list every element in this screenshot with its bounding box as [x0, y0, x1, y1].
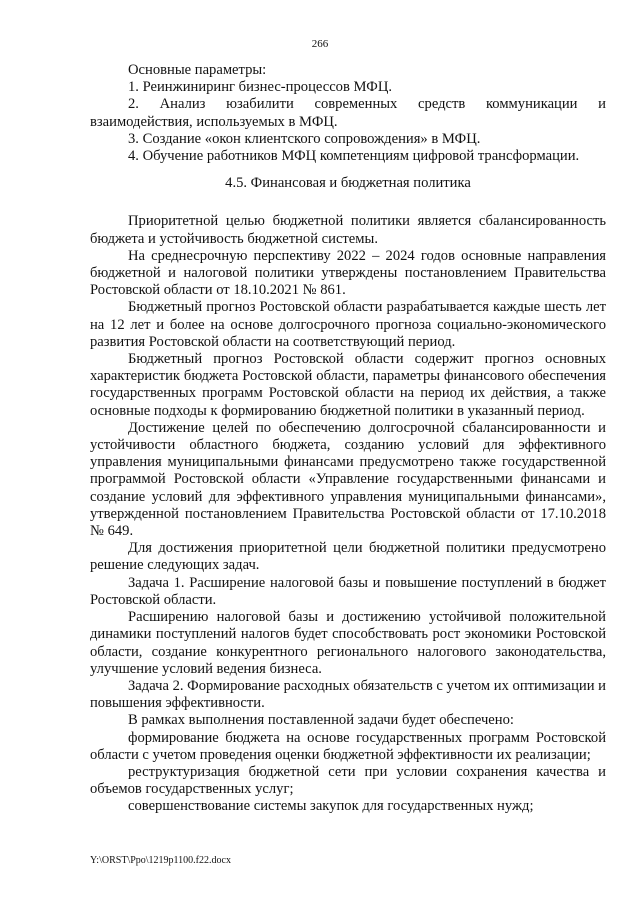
paragraph: Задача 2. Формирование расходных обязательств с учетом их оптимизации и повышения эффективности. — [90, 677, 606, 712]
paragraph: совершенствование системы закупок для государственных нужд; — [128, 798, 534, 815]
page-number: 266 — [311, 38, 329, 50]
footer-file-path: Y:\ORST\Ppo\1219p1100.f22.docx — [90, 855, 231, 866]
paragraph: реструктуризация бюджетной сети при условии сохранения качества и объемов государственных услуг; — [90, 763, 606, 798]
paragraph: Бюджетный прогноз Ростовской области разрабатывается каждые шесть лет на 12 лет и более на основе долгосрочного прогноза социально-экономического развития Ростовской области на соответствующий период. — [90, 299, 606, 350]
paragraph: Для достижения приоритетной цели бюджетной политики предусмотрено решение следующих задач. — [90, 540, 606, 574]
paragraph: формирование бюджета на основе государственных программ Ростовской области с учетом проведения оценки бюджетной эффективности их реализации; — [90, 729, 606, 763]
intro-item: 1. Реинжиниринг бизнес-процессов МФЦ. — [128, 79, 393, 96]
paragraph: Расширению налоговой базы и достижению устойчивой положительной динамики поступлений налогов будет способствовать рост экономики Ростовской области, создание конкурентного регионального налогового законодательства, улучшение условий ведения бизнеса. — [90, 609, 606, 677]
intro-label: Основные параметры: — [128, 62, 267, 78]
paragraph: На среднесрочную перспективу 2022 – 2024 годов основные направления бюджетной и налоговой политики утверждены постановлением Правительства Ростовской области от 18.10.2021 № 861. — [90, 247, 606, 299]
paragraph: В рамках выполнения поставленной задачи будет обеспечено: — [128, 712, 514, 729]
section-heading: 4.5. Финансовая и бюджетная политика — [225, 175, 471, 192]
intro-item: 3. Создание «окон клиентского сопровождения» в МФЦ. — [128, 130, 481, 147]
paragraph: Достижение целей по обеспечению долгосрочной сбалансированности и устойчивости областного бюджета, созданию условий для эффективного управления муниципальными финансами предусмотрено также государственной программой Ростовской области «Управление государственными финансами и создание условий для эффективного управления муниципальными финансами», утвержденной постановлением Правительства Ростовской области от 17.10.2018 № 649. — [90, 419, 606, 540]
intro-item: 2. Анализ юзабилити современных средств коммуникации и взаимодействия, используемых в МФЦ. — [90, 96, 606, 130]
intro-item: 4. Обучение работников МФЦ компетенциям цифровой трансформации. — [128, 148, 580, 165]
paragraph: Бюджетный прогноз Ростовской области содержит прогноз основных характеристик бюджета Ростовской области, параметры финансового обеспечения государственных программ Ростовской области на период их действия, а также основные подходы к формированию бюджетной политики в указанный период. — [90, 351, 606, 419]
paragraph: Задача 1. Расширение налоговой базы и повышение поступлений в бюджет Ростовской области. — [90, 574, 606, 608]
paragraph: Приоритетной целью бюджетной политики является сбалансированность бюджета и устойчивость бюджетной системы. — [90, 213, 606, 247]
document-body — [90, 62, 606, 816]
